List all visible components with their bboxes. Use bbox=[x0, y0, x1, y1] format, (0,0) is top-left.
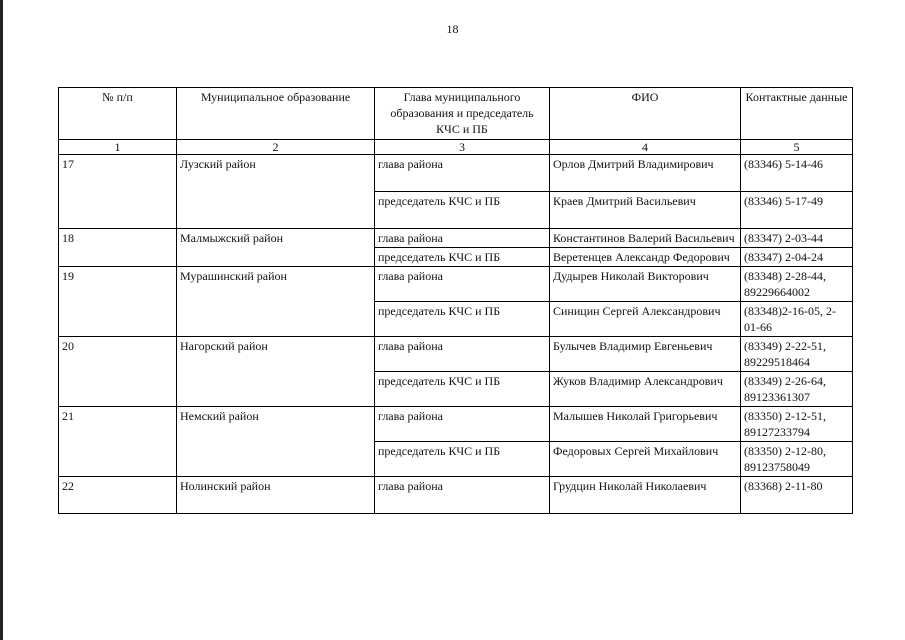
role-cell: председатель КЧС и ПБ bbox=[375, 442, 550, 477]
full-name-cell: Константинов Валерий Васильевич bbox=[550, 229, 741, 248]
municipality-name: Немский район bbox=[177, 407, 375, 477]
role-cell: глава района bbox=[375, 267, 550, 302]
full-name-cell: Синицин Сергей Александрович bbox=[550, 302, 741, 337]
header-full-name: ФИО bbox=[550, 88, 741, 140]
column-number-row bbox=[59, 140, 853, 155]
contact-cell: (83349) 2-26-64, 89123361307 bbox=[741, 372, 853, 407]
contact-cell: (83348) 2-28-44, 89229664002 bbox=[741, 267, 853, 302]
municipality-name: Малмыжский район bbox=[177, 229, 375, 267]
page-number: 18 bbox=[446, 22, 459, 36]
contact-cell: (83368) 2-11-80 bbox=[741, 477, 853, 514]
role-cell: глава района bbox=[375, 337, 550, 372]
contact-cell: (83349) 2-22-51, 89229518464 bbox=[741, 337, 853, 372]
contacts-table bbox=[58, 87, 853, 514]
contact-cell: (83350) 2-12-80, 89123758049 bbox=[741, 442, 853, 477]
role-cell: глава района bbox=[375, 407, 550, 442]
table-row bbox=[59, 337, 853, 372]
column-number: 4 bbox=[550, 140, 741, 155]
entry-number: 18 bbox=[59, 229, 177, 267]
role-cell: глава района bbox=[375, 229, 550, 248]
table-row bbox=[59, 477, 853, 514]
header-municipality: Муниципальное образование bbox=[177, 88, 375, 140]
municipality-name: Нолинский район bbox=[177, 477, 375, 514]
table-header bbox=[59, 88, 853, 140]
full-name-cell: Краев Дмитрий Васильевич bbox=[550, 192, 741, 229]
entry-number: 17 bbox=[59, 155, 177, 229]
municipality-name: Лузский район bbox=[177, 155, 375, 229]
full-name-cell: Грудцин Николай Николаевич bbox=[550, 477, 741, 514]
role-cell: глава района bbox=[375, 155, 550, 192]
role-cell: председатель КЧС и ПБ bbox=[375, 372, 550, 407]
contact-cell: (83348)2-16-05, 2-01-66 bbox=[741, 302, 853, 337]
page-left-edge bbox=[0, 0, 3, 640]
table-row bbox=[59, 267, 853, 302]
full-name-cell: Малышев Николай Григорьевич bbox=[550, 407, 741, 442]
full-name-cell: Булычев Владимир Евгеньевич bbox=[550, 337, 741, 372]
table-row bbox=[59, 155, 853, 192]
contact-cell: (83346) 5-17-49 bbox=[741, 192, 853, 229]
header-number: № п/п bbox=[59, 88, 177, 140]
role-cell: председатель КЧС и ПБ bbox=[375, 302, 550, 337]
table-row bbox=[59, 229, 853, 248]
contact-cell: (83346) 5-14-46 bbox=[741, 155, 853, 192]
full-name-cell: Жуков Владимир Александрович bbox=[550, 372, 741, 407]
full-name-cell: Веретенцев Александр Федорович bbox=[550, 248, 741, 267]
column-number: 2 bbox=[177, 140, 375, 155]
role-cell: глава района bbox=[375, 477, 550, 514]
contact-cell: (83350) 2-12-51, 89127233794 bbox=[741, 407, 853, 442]
role-cell: председатель КЧС и ПБ bbox=[375, 248, 550, 267]
table-body bbox=[59, 140, 853, 514]
entry-number: 20 bbox=[59, 337, 177, 407]
role-cell: председатель КЧС и ПБ bbox=[375, 192, 550, 229]
full-name-cell: Орлов Дмитрий Владимирович bbox=[550, 155, 741, 192]
table-row bbox=[59, 407, 853, 442]
column-number: 1 bbox=[59, 140, 177, 155]
full-name-cell: Федоровых Сергей Михайлович bbox=[550, 442, 741, 477]
column-number: 5 bbox=[741, 140, 853, 155]
municipality-name: Мурашинский район bbox=[177, 267, 375, 337]
municipality-name: Нагорский район bbox=[177, 337, 375, 407]
entry-number: 19 bbox=[59, 267, 177, 337]
header-row bbox=[59, 88, 853, 140]
header-role: Глава муниципального образования и председатель КЧС и ПБ bbox=[375, 88, 550, 140]
contact-cell: (83347) 2-04-24 bbox=[741, 248, 853, 267]
header-contacts: Контактные данные bbox=[741, 88, 853, 140]
column-number: 3 bbox=[375, 140, 550, 155]
entry-number: 21 bbox=[59, 407, 177, 477]
full-name-cell: Дудырев Николай Викторович bbox=[550, 267, 741, 302]
contact-cell: (83347) 2-03-44 bbox=[741, 229, 853, 248]
entry-number: 22 bbox=[59, 477, 177, 514]
